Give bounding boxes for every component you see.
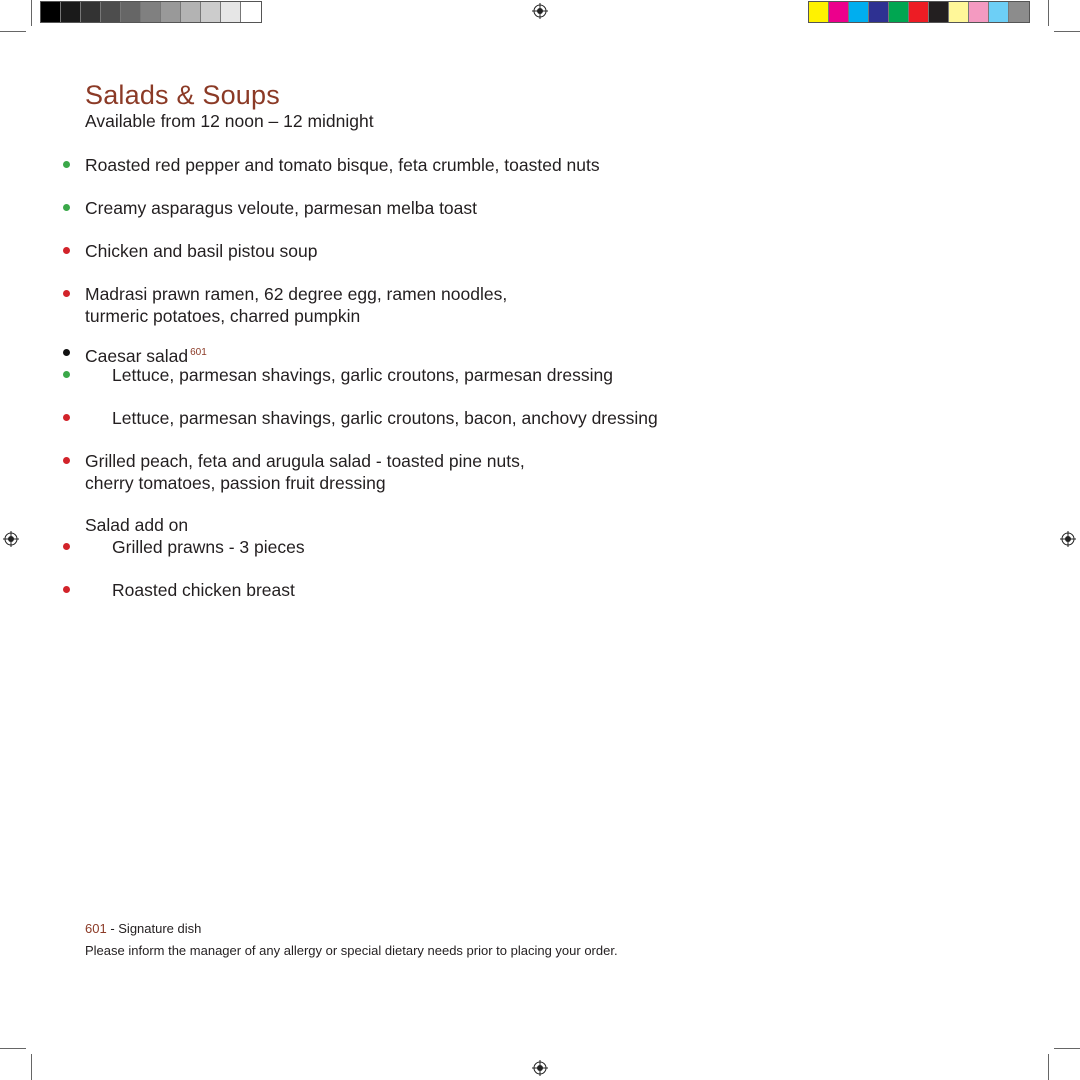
color-swatch [161, 2, 181, 22]
crop-mark [31, 0, 32, 26]
color-swatch [61, 2, 81, 22]
color-swatch [849, 2, 869, 22]
menu-item: Creamy asparagus veloute, parmesan melba toast [85, 198, 478, 218]
nonveg-dot-icon [63, 247, 70, 254]
menu-item: Chicken and basil pistou soup [85, 241, 318, 261]
nonveg-dot-icon [63, 543, 70, 550]
crop-mark [1054, 1048, 1080, 1049]
menu-item: Madrasi prawn ramen, 62 degree egg, ramen noodles, turmeric potatoes, charred pumpkin [85, 284, 508, 326]
grey-color-bar [40, 1, 262, 23]
color-swatch [81, 2, 101, 22]
process-color-bar [808, 1, 1030, 23]
veg-dot-icon [63, 204, 70, 211]
crop-mark [1054, 31, 1080, 32]
color-swatch [949, 2, 969, 22]
crop-mark [1048, 1054, 1049, 1080]
color-swatch [141, 2, 161, 22]
addon-heading: Salad add on [85, 515, 189, 535]
color-swatch [889, 2, 909, 22]
item-dot-icon [63, 349, 70, 356]
registration-mark-icon [1060, 531, 1076, 547]
color-swatch [221, 2, 241, 22]
color-swatch [121, 2, 141, 22]
color-swatch [929, 2, 949, 22]
menu-item: Caesar salad $^{601}$ [85, 345, 207, 366]
availability-text: Available from 12 noon – 12 midnight [85, 111, 374, 131]
color-swatch [989, 2, 1009, 22]
crop-mark [0, 1048, 26, 1049]
nonveg-dot-icon [63, 457, 70, 464]
color-swatch [241, 2, 261, 22]
menu-item-variant: Lettuce, parmesan shavings, garlic croutons, bacon, anchovy dressing [112, 408, 658, 428]
color-swatch [101, 2, 121, 22]
signature-code: 601 [190, 347, 207, 358]
crop-mark [0, 31, 26, 32]
veg-dot-icon [63, 371, 70, 378]
menu-item: Roasted red pepper and tomato bisque, feta crumble, toasted nuts [85, 155, 600, 175]
color-swatch [909, 2, 929, 22]
registration-mark-icon [3, 531, 19, 547]
color-swatch [41, 2, 61, 22]
signature-legend: 601 - Signature dish [85, 921, 202, 936]
registration-mark-icon [532, 3, 548, 19]
nonveg-dot-icon [63, 290, 70, 297]
nonveg-dot-icon [63, 586, 70, 593]
crop-mark [1048, 0, 1049, 26]
color-swatch [969, 2, 989, 22]
menu-title: Salads & Soups [85, 80, 280, 110]
crop-mark [31, 1054, 32, 1080]
addon-item: Roasted chicken breast [112, 580, 295, 600]
allergy-note: Please inform the manager of any allergy or special dietary needs prior to placing your order. [85, 943, 618, 958]
addon-item: Grilled prawns - 3 pieces [112, 537, 305, 557]
color-swatch [809, 2, 829, 22]
nonveg-dot-icon [63, 414, 70, 421]
veg-dot-icon [63, 161, 70, 168]
menu-item: Grilled peach, feta and arugula salad - toasted pine nuts, cherry tomatoes, passion fruit dressing [85, 451, 525, 493]
color-swatch [201, 2, 221, 22]
color-swatch [1009, 2, 1029, 22]
registration-mark-icon [532, 1060, 548, 1076]
color-swatch [829, 2, 849, 22]
menu-item-variant: Lettuce, parmesan shavings, garlic croutons, parmesan dressing [112, 365, 613, 385]
color-swatch [181, 2, 201, 22]
color-swatch [869, 2, 889, 22]
